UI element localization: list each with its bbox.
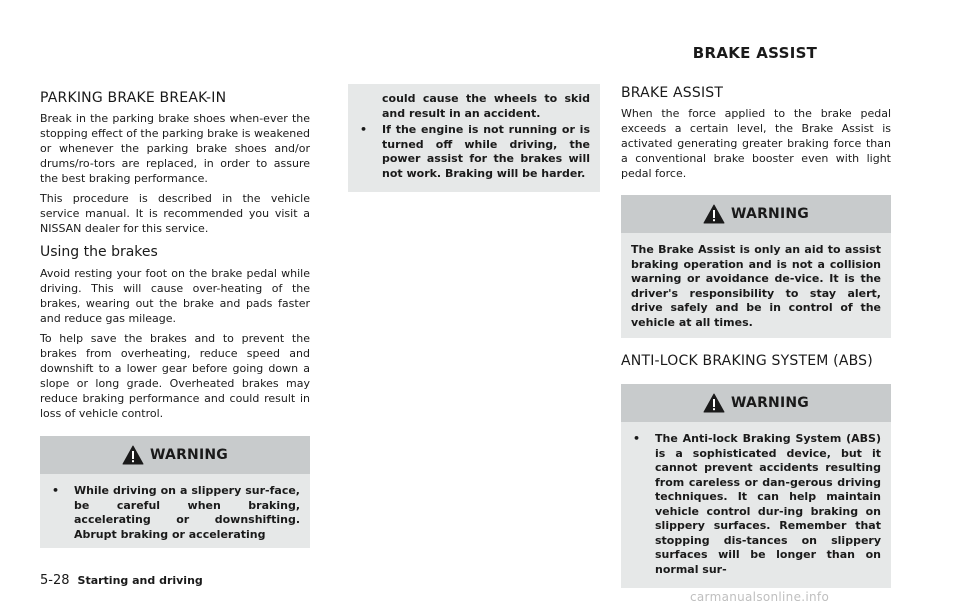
running-header-title: BRAKE ASSIST <box>692 44 818 62</box>
page-number: 5-28 <box>40 573 70 588</box>
warning-bullet-text: While driving on a slippery sur-face, be careful when braking, accelerating or downshifting. Abrupt braking or accelerating <box>74 484 300 541</box>
warning-continued-text: could cause the wheels to skid and result in an accident. <box>382 92 590 120</box>
paragraph-break-in: Break in the parking brake shoes when-ever the stopping effect of the parking brake is weakened or whenever the parking brake shoes and/or drums/ro-tors are replaced, in order to assure the best braking performance. <box>40 112 310 185</box>
column-middle <box>348 0 600 192</box>
paragraph-procedure: This procedure is described in the vehicle service manual. It is recommended you visit a NISSAN dealer for this service. <box>40 192 310 235</box>
heading-brake-assist: BRAKE ASSIST <box>621 85 724 101</box>
heading-using-the-brakes: Using the brakes <box>40 244 158 260</box>
warning-body <box>40 474 310 548</box>
warning-bullet-continued <box>358 92 590 121</box>
warning-body <box>621 233 891 338</box>
warning-header <box>40 436 310 474</box>
page-footer <box>40 573 203 588</box>
warning-header <box>621 384 891 422</box>
warning-label: WARNING <box>731 206 809 222</box>
heading-parking-brake-break-in: PARKING BRAKE BREAK-IN <box>40 90 227 106</box>
bullet-marker: • <box>633 432 641 445</box>
warning-triangle-icon <box>703 204 725 224</box>
warning-bullet-text: The Anti-lock Braking System (ABS) is a sophisticated device, but it cannot prevent accidents resulting from careless or dan-gerous driving techniques. It can help maintain vehicle control dur-ing braking on slippery surfaces. Remember that stopping dis-tances on slippery surfaces will be longer than on normal sur- <box>655 432 881 576</box>
chapter-name: Starting and driving <box>77 574 203 587</box>
warning-triangle-icon <box>703 393 725 413</box>
warning-triangle-icon <box>122 445 144 465</box>
warning-label: WARNING <box>150 447 228 463</box>
paragraph-avoid-resting: Avoid resting your foot on the brake pedal while driving. This will cause over-heating of the brakes, wearing out the brake and pads faster and reduce gas mileage. <box>40 267 310 325</box>
warning-box-left <box>40 436 310 548</box>
warning-body <box>621 422 891 588</box>
column-left <box>40 0 310 548</box>
warning-header <box>621 195 891 233</box>
watermark: carmanualsonline.info <box>690 590 830 604</box>
warning-box-brake-assist <box>621 195 891 338</box>
warning-box-abs <box>621 384 891 588</box>
warning-bullet <box>631 432 881 577</box>
warning-bullet-text: If the engine is not running or is turned off while driving, the power assist for the brakes will not work. Braking will be harder. <box>382 123 590 180</box>
warning-body-continued <box>348 84 600 192</box>
paragraph-save-brakes: To help save the brakes and to prevent the brakes from overheating, reduce speed and downshift to a lower gear before going down a slope or long grade. Overheated brakes may reduce braking performance and could result in loss of vehicle control. <box>40 332 310 420</box>
warning-label: WARNING <box>731 395 809 411</box>
heading-abs: ANTI-LOCK BRAKING SYSTEM (ABS) <box>621 353 873 369</box>
bullet-marker: • <box>360 123 368 136</box>
warning-text: The Brake Assist is only an aid to assist braking operation and is not a collision warning or avoidance de-vice. It is the driver's responsibility to stay alert, drive safely and be in control of the vehicle at all times. <box>631 243 881 329</box>
column-right <box>621 0 891 588</box>
warning-bullet <box>358 123 590 181</box>
bullet-marker: • <box>52 484 60 497</box>
warning-bullet <box>50 484 300 542</box>
paragraph-brake-assist: When the force applied to the brake pedal exceeds a certain level, the Brake Assist is activated generating greater braking force than a conventional brake booster even with light pedal force. <box>621 107 891 180</box>
